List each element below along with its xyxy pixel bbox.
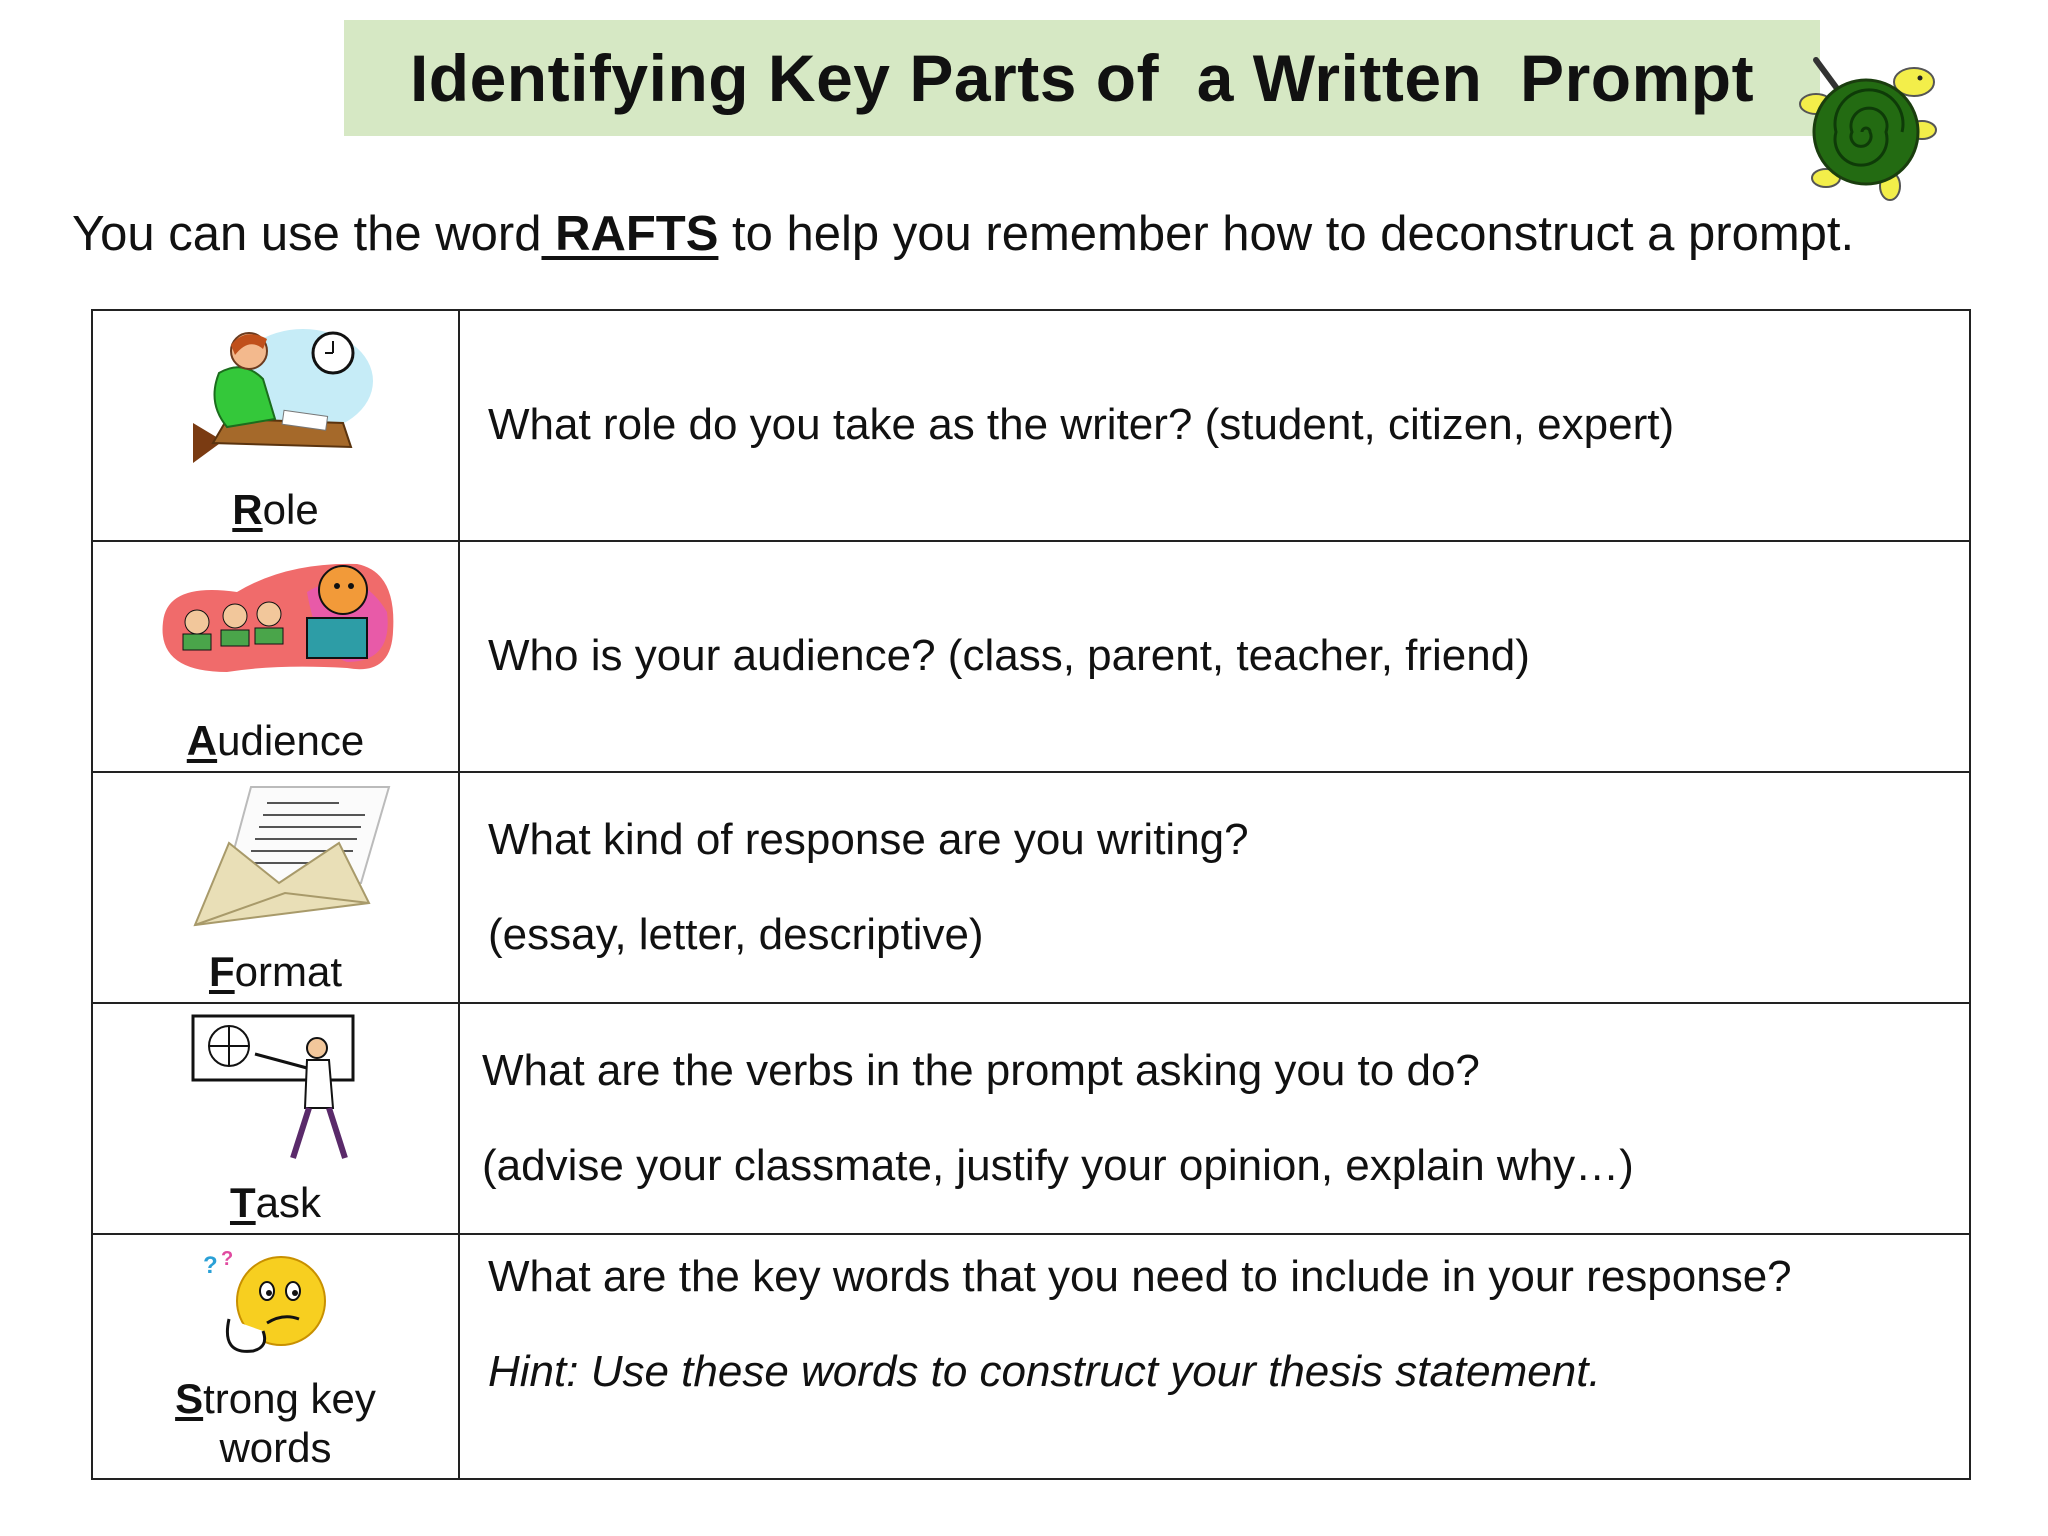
instruction-lead: You can use the word [72,207,542,261]
rafts-table [91,309,1971,1480]
student-writing-icon [183,323,373,473]
audience-cell [93,542,460,771]
classroom-audience-icon [157,552,397,682]
table-row-format [93,771,1969,1002]
teacher-at-board-icon [189,1012,389,1162]
role-cell [93,311,460,540]
task-rest: ask [255,1178,321,1226]
format-initial: F [208,947,235,995]
format-label [209,948,342,996]
role-label [232,486,318,534]
task-question-cell [460,1004,1969,1233]
letter-envelope-icon [189,783,399,933]
role-rest: ole [262,485,319,533]
format-rest: ormat [234,947,342,995]
table-row-audience [93,540,1969,771]
strong-rest: trong key [203,1375,376,1423]
table-row-strong-key-words [93,1233,1969,1478]
svg-text:?: ? [203,1252,218,1279]
task-examples: (advise your classmate, justify your opinion, explain why…) [482,1140,1634,1190]
turtle-icon [1786,46,1946,206]
task-question: What are the verbs in the prompt asking you to do? [482,1045,1480,1095]
strong-rest-line2: words [219,1423,332,1471]
strong-label [175,1375,376,1472]
audience-label [187,717,364,765]
audience-question-cell [460,542,1969,771]
task-initial: T [229,1178,256,1226]
format-question: What kind of response are you writing? [488,814,1249,864]
thinking-smiley-icon [203,1247,343,1357]
instruction-rest: to help you remember how to deconstruct a prompt. [718,207,1855,261]
audience-question: Who is your audience? (class, parent, teacher, friend) [488,631,1530,681]
strong-question-cell [460,1235,1969,1478]
strong-initial: S [175,1375,204,1423]
task-cell [93,1004,460,1233]
strong-question: What are the key words that you need to include in your response? [488,1252,1792,1301]
role-question: What role do you take as the writer? (student, citizen, expert) [488,400,1675,450]
thesis-hint: Hint: Use these words to construct your thesis statement. [488,1346,1601,1396]
title-banner [344,20,1820,136]
role-question-cell [460,311,1969,540]
audience-initial: A [186,716,218,764]
instruction-text [72,206,1992,262]
rafts-keyword: RAFTS [541,207,719,261]
role-initial: R [232,485,263,533]
audience-rest: udience [217,716,365,764]
format-question-cell [460,773,1969,1002]
svg-text:?: ? [221,1248,234,1270]
format-examples: (essay, letter, descriptive) [488,909,984,959]
page-title: Identifying Key Parts of a Written Prompt [409,41,1755,115]
table-row-task [93,1002,1969,1233]
table-row-role [93,311,1969,540]
task-label [230,1179,321,1227]
format-cell [93,773,460,1002]
strong-cell [93,1235,460,1478]
